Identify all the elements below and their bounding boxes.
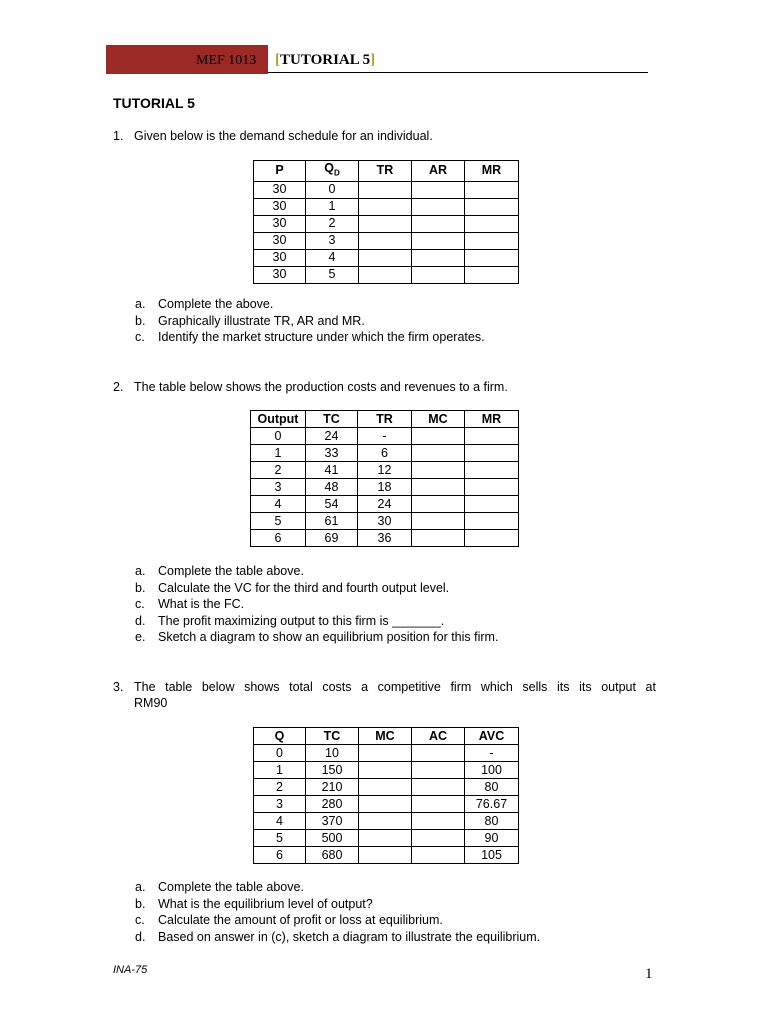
column-header: P <box>254 161 306 182</box>
table-cell: 30 <box>254 181 306 198</box>
column-header: MR <box>465 411 519 428</box>
part-text: Based on answer in (c), sketch a diagram to illustrate the equilibrium. <box>158 929 541 944</box>
table-cell <box>465 462 519 479</box>
page-number: 1 <box>645 966 653 982</box>
table-cell: 5 <box>306 266 359 283</box>
table-cell: 33 <box>306 445 358 462</box>
bracket-close: ] <box>370 52 376 68</box>
footer-code: INA-75 <box>113 964 148 976</box>
table-cell <box>412 232 465 249</box>
table-cell: 3 <box>251 479 306 496</box>
table-cell <box>359 796 412 813</box>
table-cell <box>465 266 519 283</box>
table-cell: 6 <box>251 530 306 547</box>
cost-revenue-table <box>250 410 519 547</box>
table-cell <box>465 198 519 215</box>
question-part <box>135 563 498 580</box>
table-cell <box>412 847 465 864</box>
column-header: MC <box>359 728 412 745</box>
demand-schedule-table <box>253 160 519 284</box>
table-row <box>254 762 519 779</box>
column-header: $Q_D$ <box>306 161 359 182</box>
table-cell <box>465 513 519 530</box>
table-cell: 24 <box>358 496 412 513</box>
part-label: a. <box>135 564 146 578</box>
table-cell: 2 <box>306 215 359 232</box>
table-cell <box>412 215 465 232</box>
question-1-parts <box>135 296 485 346</box>
table-header-row <box>251 411 519 428</box>
table-cell <box>359 779 412 796</box>
column-header: TR <box>359 161 412 182</box>
table-cell <box>359 762 412 779</box>
header-rule <box>268 72 648 73</box>
table-cell: 370 <box>306 813 359 830</box>
table-cell <box>412 796 465 813</box>
column-header: TR <box>358 411 412 428</box>
question-part <box>135 580 498 597</box>
question-number: 1. <box>113 129 124 143</box>
table-cell: 48 <box>306 479 358 496</box>
table-row <box>251 445 519 462</box>
table-cell <box>465 215 519 232</box>
table-row <box>254 232 519 249</box>
table-cell <box>412 496 465 513</box>
table-cell <box>412 530 465 547</box>
table-cell: 24 <box>306 428 358 445</box>
table-row <box>251 428 519 445</box>
question-part <box>135 596 498 613</box>
table-row <box>254 847 519 864</box>
table-cell <box>412 762 465 779</box>
part-label: b. <box>135 313 146 328</box>
part-text: Graphically illustrate TR, AR and MR. <box>158 313 365 328</box>
table-cell <box>412 445 465 462</box>
table-cell <box>412 249 465 266</box>
part-label: d. <box>135 613 146 628</box>
table-cell <box>465 445 519 462</box>
question-part <box>135 929 540 946</box>
table-cell: 4 <box>306 249 359 266</box>
column-header: Output <box>251 411 306 428</box>
column-header: AC <box>412 728 465 745</box>
table-cell <box>412 513 465 530</box>
column-header: TC <box>306 728 359 745</box>
part-text: The profit maximizing output to this firm is _______. <box>158 613 445 628</box>
table-cell: 61 <box>306 513 358 530</box>
question-part <box>135 329 485 346</box>
question-number: 2. <box>113 380 124 394</box>
table-cell <box>412 479 465 496</box>
table-cell <box>359 847 412 864</box>
table-cell <box>359 215 412 232</box>
table-cell <box>465 232 519 249</box>
table-cell <box>412 779 465 796</box>
table-row <box>254 796 519 813</box>
table-row <box>254 830 519 847</box>
table-row <box>251 479 519 496</box>
question-2-parts <box>135 563 498 646</box>
question-part <box>135 296 485 313</box>
header-title-text: TUTORIAL 5 <box>280 52 371 68</box>
table-cell: 3 <box>306 232 359 249</box>
part-label: c. <box>135 913 145 927</box>
table-cell: 12 <box>358 462 412 479</box>
table-cell: 30 <box>254 249 306 266</box>
table-cell: 1 <box>254 762 306 779</box>
column-header: AR <box>412 161 465 182</box>
table-cell: 2 <box>251 462 306 479</box>
part-label: e. <box>135 630 146 644</box>
table-cell: 5 <box>251 513 306 530</box>
table-row <box>251 530 519 547</box>
table-cell <box>465 181 519 198</box>
part-text: What is the equilibrium level of output? <box>158 896 373 911</box>
table-cell: 280 <box>306 796 359 813</box>
part-label: b. <box>135 580 146 595</box>
question-part <box>135 896 540 913</box>
table-cell: 150 <box>306 762 359 779</box>
table-cell: 41 <box>306 462 358 479</box>
table-cell: 36 <box>358 530 412 547</box>
column-header: AVC <box>465 728 519 745</box>
header-title <box>275 52 375 69</box>
table-cell <box>465 479 519 496</box>
table-header-row <box>254 728 519 745</box>
table-cell <box>359 181 412 198</box>
table-cell: 3 <box>254 796 306 813</box>
table-cell: 30 <box>254 215 306 232</box>
bracket-open: [ <box>275 52 280 68</box>
table-cell <box>359 198 412 215</box>
part-text: Complete the table above. <box>158 564 304 578</box>
table-cell <box>465 428 519 445</box>
question-number: 3. <box>113 680 124 694</box>
part-label: a. <box>135 880 146 894</box>
part-label: d. <box>135 929 146 944</box>
table-cell <box>412 428 465 445</box>
table-cell: 80 <box>465 779 519 796</box>
table-cell: 30 <box>254 266 306 283</box>
part-text: Calculate the VC for the third and fourth output level. <box>158 580 450 595</box>
page-title: TUTORIAL 5 <box>113 95 195 111</box>
table-cell: 18 <box>358 479 412 496</box>
part-text: What is the FC. <box>158 597 245 611</box>
table-row <box>254 249 519 266</box>
table-header-row <box>254 161 519 182</box>
table-cell: - <box>358 428 412 445</box>
table-cell <box>359 232 412 249</box>
part-label: c. <box>135 597 145 611</box>
table-cell: 76.67 <box>465 796 519 813</box>
column-header: MC <box>412 411 465 428</box>
part-label: c. <box>135 330 145 344</box>
table-cell: 30 <box>358 513 412 530</box>
table-cell: 0 <box>254 745 306 762</box>
table-cell: 1 <box>251 445 306 462</box>
table-cell: 69 <box>306 530 358 547</box>
table-cell <box>412 813 465 830</box>
table-cell <box>465 530 519 547</box>
question-text: Given below is the demand schedule for an individual. <box>134 129 433 143</box>
table-row <box>254 198 519 215</box>
table-cell: 0 <box>251 428 306 445</box>
table-row <box>251 462 519 479</box>
table-row <box>251 513 519 530</box>
question-text-line2: RM90 <box>134 696 168 710</box>
table-row <box>254 181 519 198</box>
table-row <box>254 813 519 830</box>
table-cell: 80 <box>465 813 519 830</box>
table-cell: 105 <box>465 847 519 864</box>
table-cell <box>359 266 412 283</box>
question-part <box>135 313 485 330</box>
table-cell <box>465 496 519 513</box>
table-row <box>254 779 519 796</box>
question-part <box>135 629 498 646</box>
table-cell: 90 <box>465 830 519 847</box>
table-cell: 6 <box>358 445 412 462</box>
question-part <box>135 879 540 896</box>
part-text: Complete the table above. <box>158 880 304 894</box>
part-text: Sketch a diagram to show an equilibrium position for this firm. <box>158 630 499 644</box>
table-cell <box>359 745 412 762</box>
table-cell: 54 <box>306 496 358 513</box>
table-row <box>254 215 519 232</box>
table-cell <box>465 249 519 266</box>
table-cell <box>359 813 412 830</box>
total-cost-table <box>253 727 519 864</box>
column-header: Q <box>254 728 306 745</box>
table-cell: 680 <box>306 847 359 864</box>
question-3-parts <box>135 879 540 945</box>
part-text: Identify the market structure under which the firm operates. <box>158 330 485 344</box>
part-label: a. <box>135 297 146 311</box>
question-part <box>135 613 498 630</box>
table-cell: 210 <box>306 779 359 796</box>
table-cell: 5 <box>254 830 306 847</box>
course-code: MEF 1013 <box>196 53 257 68</box>
table-cell: 30 <box>254 198 306 215</box>
table-cell <box>412 745 465 762</box>
part-text: Calculate the amount of profit or loss at equilibrium. <box>158 913 443 927</box>
table-cell: 0 <box>306 181 359 198</box>
table-cell: 10 <box>306 745 359 762</box>
table-cell <box>412 462 465 479</box>
part-text: Complete the above. <box>158 297 274 311</box>
table-cell: 6 <box>254 847 306 864</box>
column-header: TC <box>306 411 358 428</box>
table-cell <box>359 249 412 266</box>
table-row <box>254 745 519 762</box>
table-cell <box>412 198 465 215</box>
table-cell <box>412 181 465 198</box>
table-cell: 1 <box>306 198 359 215</box>
table-cell <box>359 830 412 847</box>
table-cell <box>412 266 465 283</box>
table-row <box>251 496 519 513</box>
question-text: The table below shows the production costs and revenues to a firm. <box>134 380 508 394</box>
table-cell: 2 <box>254 779 306 796</box>
table-cell: 4 <box>251 496 306 513</box>
column-header: MR <box>465 161 519 182</box>
question-part <box>135 912 540 929</box>
table-row <box>254 266 519 283</box>
part-label: b. <box>135 896 146 911</box>
table-cell: - <box>465 745 519 762</box>
table-cell <box>412 830 465 847</box>
table-cell: 30 <box>254 232 306 249</box>
table-cell: 500 <box>306 830 359 847</box>
table-cell: 100 <box>465 762 519 779</box>
table-cell: 4 <box>254 813 306 830</box>
question-text: The table below shows total costs a competitive firm which sells its its output at <box>134 680 656 694</box>
